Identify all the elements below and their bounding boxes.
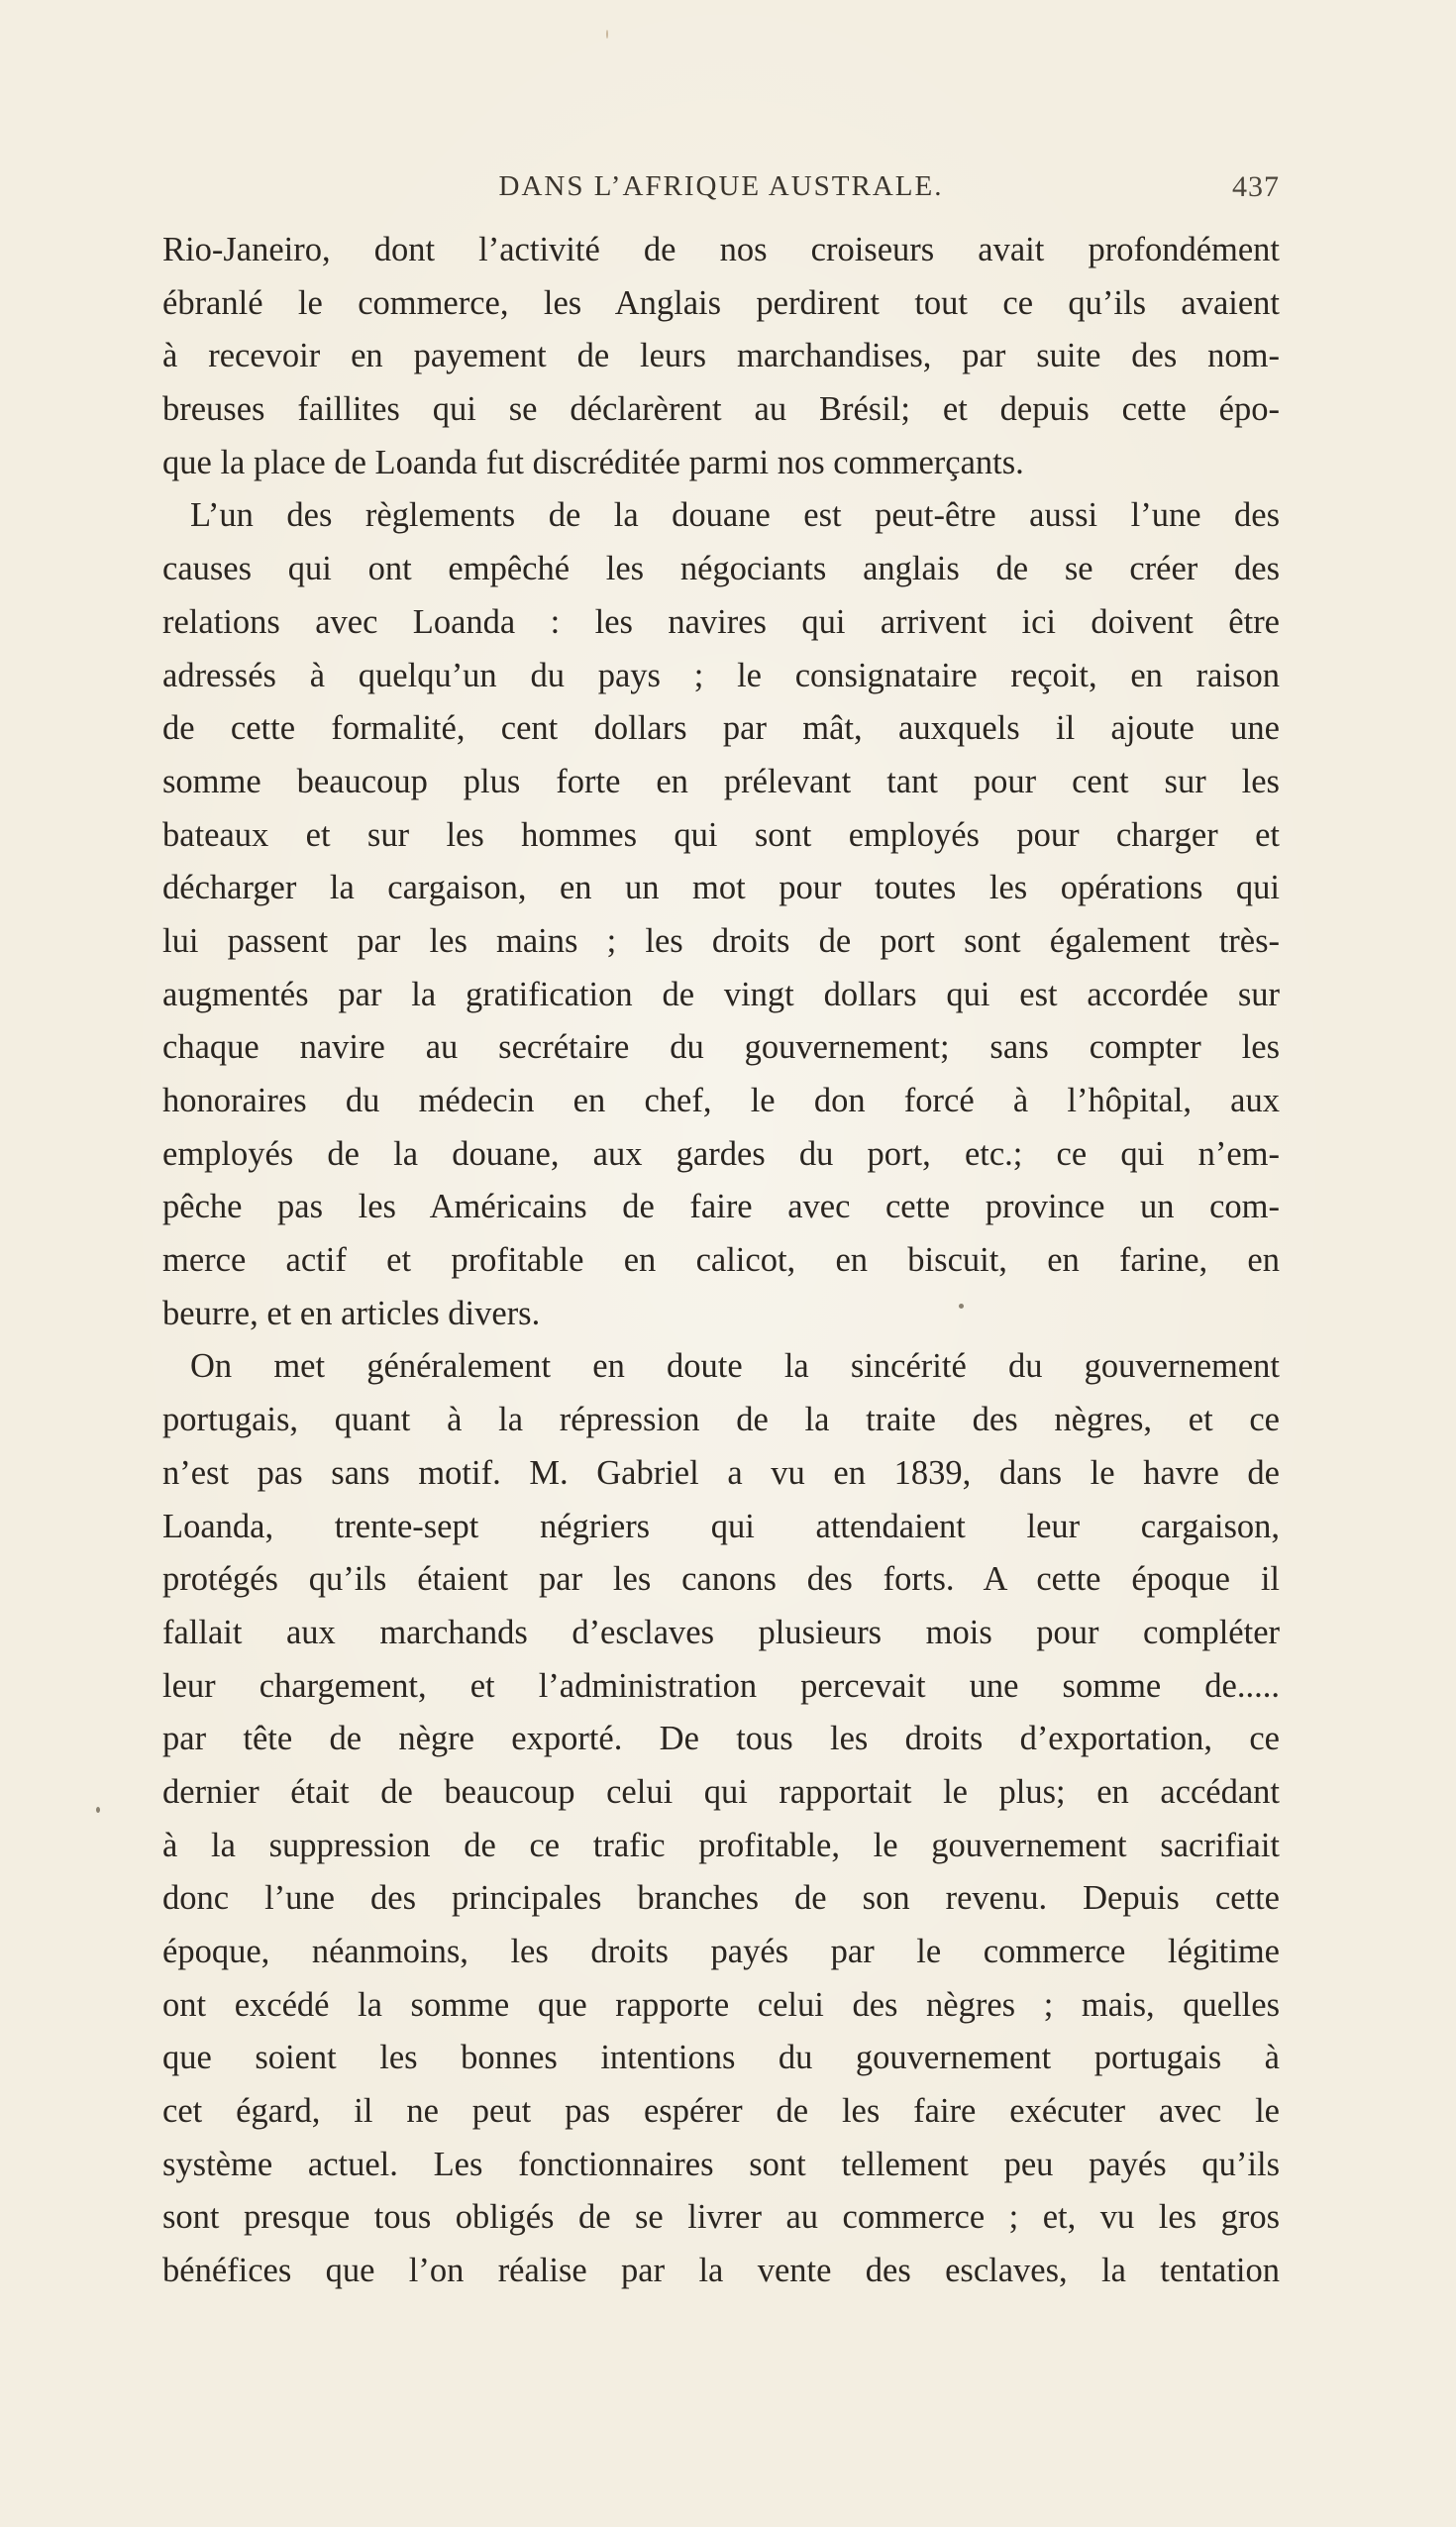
running-head: [162, 170, 1280, 214]
text-line: adressés à quelqu’un du pays ; le consignataire reçoit, en raison: [162, 656, 1280, 694]
text-line: dernier était de beaucoup celui qui rapportait le plus; en accédant: [162, 1772, 1280, 1811]
paper-speck: [96, 1807, 100, 1813]
text-line: n’est pas sans motif. M. Gabriel a vu en 1839, dans le havre de: [162, 1453, 1280, 1492]
text-line: L’un des règlements de la douane est peut-être aussi l’une des: [190, 496, 1280, 535]
text-line: protégés qu’ils étaient par les canons des forts. A cette époque il: [162, 1560, 1280, 1599]
text-line: décharger la cargaison, en un mot pour toutes les opérations qui: [162, 869, 1280, 907]
text-line: augmentés par la gratification de vingt dollars qui est accordée sur: [162, 975, 1280, 1013]
text-line: bateaux et sur les hommes qui sont employés pour charger et: [162, 815, 1280, 854]
text-line: fallait aux marchands d’esclaves plusieurs mois pour compléter: [162, 1613, 1280, 1651]
text-line: employés de la douane, aux gardes du port, etc.; ce qui n’em-: [162, 1134, 1280, 1173]
text-line: par tête de nègre exporté. De tous les droits d’exportation, ce: [162, 1720, 1280, 1758]
text-line: à la suppression de ce trafic profitable, le gouvernement sacrifiait: [162, 1826, 1280, 1864]
text-line: cet égard, il ne peut pas espérer de les faire exécuter avec le: [162, 2092, 1280, 2131]
text-line: honoraires du médecin en chef, le don forcé à l’hôpital, aux: [162, 1082, 1280, 1119]
text-line: leur chargement, et l’administration percevait une somme de.....: [162, 1666, 1280, 1705]
text-line: causes qui ont empêché les négociants anglais de se créer des: [162, 550, 1280, 588]
text-line: de cette formalité, cent dollars par mât, auxquels il ajoute une: [162, 709, 1280, 748]
text-line: portugais, quant à la répression de la traite des nègres, et ce: [162, 1401, 1280, 1439]
text-line: que soient les bonnes intentions du gouvernement portugais à: [162, 2039, 1280, 2077]
text-line: ébranlé le commerce, les Anglais perdirent tout ce qu’ils avaient: [162, 283, 1280, 322]
text-line: pêche pas les Américains de faire avec cette province un com-: [162, 1188, 1280, 1226]
text-line: donc l’une des principales branches de son revenu. Depuis cette: [162, 1879, 1280, 1918]
paper-speck: [606, 30, 608, 39]
text-line: beurre, et en articles divers.: [162, 1294, 541, 1332]
body-text: [162, 224, 1280, 2298]
text-line: On met généralement en doute la sincérité du gouvernement: [190, 1347, 1280, 1386]
text-line: système actuel. Les fonctionnaires sont tellement peu payés qu’ils: [162, 2145, 1280, 2183]
text-line: breuses faillites qui se déclarèrent au Brésil; et depuis cette épo-: [162, 390, 1280, 429]
text-line: Loanda, trente-sept négriers qui attendaient leur cargaison,: [162, 1507, 1280, 1545]
text-line: lui passent par les mains ; les droits de port sont également très-: [162, 921, 1280, 960]
text-line: merce actif et profitable en calicot, en biscuit, en farine, en: [162, 1241, 1280, 1280]
text-line: que la place de Loanda fut discréditée parmi nos commerçants.: [162, 443, 1024, 481]
text-line: ont excédé la somme que rapporte celui des nègres ; mais, quelles: [162, 1985, 1280, 2024]
text-line: bénéfices que l’on réalise par la vente des esclaves, la tentation: [162, 2252, 1280, 2290]
text-line: chaque navire au secrétaire du gouvernement; sans compter les: [162, 1028, 1280, 1067]
text-line: à recevoir en payement de leurs marchandises, par suite des nom-: [162, 337, 1280, 375]
text-line: Rio-Janeiro, dont l’activité de nos croiseurs avait profondément: [162, 231, 1280, 268]
page-number: 437: [1232, 170, 1280, 203]
text-line: époque, néanmoins, les droits payés par le commerce légitime: [162, 1933, 1280, 1970]
paper-speck: [959, 1304, 964, 1309]
text-line: relations avec Loanda : les navires qui arrivent ici doivent être: [162, 602, 1280, 641]
text-line: sont presque tous obligés de se livrer au commerce ; et, vu les gros: [162, 2198, 1280, 2237]
text-line: somme beaucoup plus forte en prélevant tant pour cent sur les: [162, 762, 1280, 800]
running-title: DANS L’AFRIQUE AUSTRALE.: [498, 170, 944, 202]
